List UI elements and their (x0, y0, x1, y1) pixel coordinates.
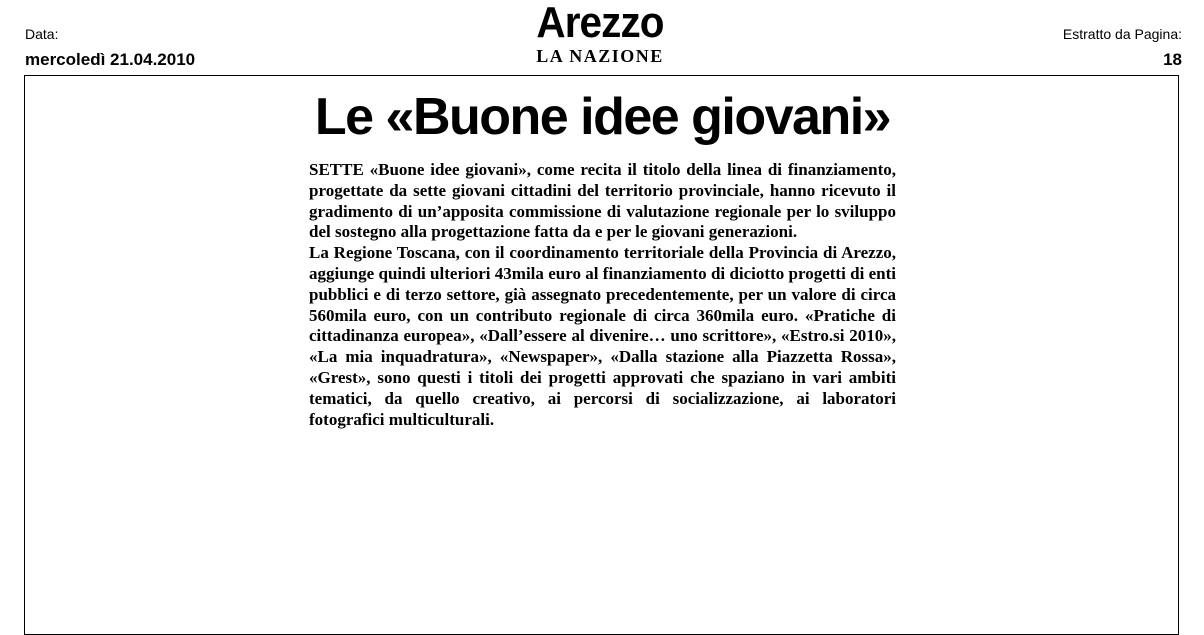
date-block (25, 26, 195, 70)
article-paragraph: SETTE «Buone idee giovani», come recita il titolo della linea di finanziamento, progettate da sette giovani cittadini del territorio provinciale, hanno ricevuto il gradimento di un’apposita commissione di valutazione regionale per lo sviluppo del sostegno alla progettazione fatta da e per le giovani generazioni. (309, 160, 896, 242)
masthead-paper: LA NAZIONE (536, 46, 664, 66)
page-block (1063, 26, 1182, 70)
masthead-city: Arezzo (536, 0, 664, 47)
date-label: Data: (25, 26, 59, 42)
masthead (500, 0, 700, 66)
article-headline: Le «Buone idee giovani» (314, 88, 891, 146)
page-label: Estratto da Pagina: (1062, 26, 1182, 42)
page-number: 18 (1163, 50, 1182, 69)
article-paragraph: La Regione Toscana, con il coordinamento territoriale della Provincia di Arezzo, aggiunge quindi ulteriori 43mila euro al finanziamento di diciotto progetti di enti pubblici e di terzo settore, già assegnato precedentemente, per un valore di circa 560mila euro, con un contributo regionale di circa 360mila euro. «Pratiche di cittadinanza europea», «Dall’essere al divenire… uno scrittore», «Estro.si 2010», «La mia inquadratura», «Newspaper», «Dalla stazione alla Piazzetta Rossa», «Grest», sono questi i titoli dei progetti approvati che spaziano in vari ambiti tematici, da quello creativo, ai percorsi di socializzazione, ai laboratori fotografici multiculturali. (309, 243, 896, 429)
article-body (309, 160, 896, 430)
date-value: mercoledì 21.04.2010 (25, 50, 196, 69)
